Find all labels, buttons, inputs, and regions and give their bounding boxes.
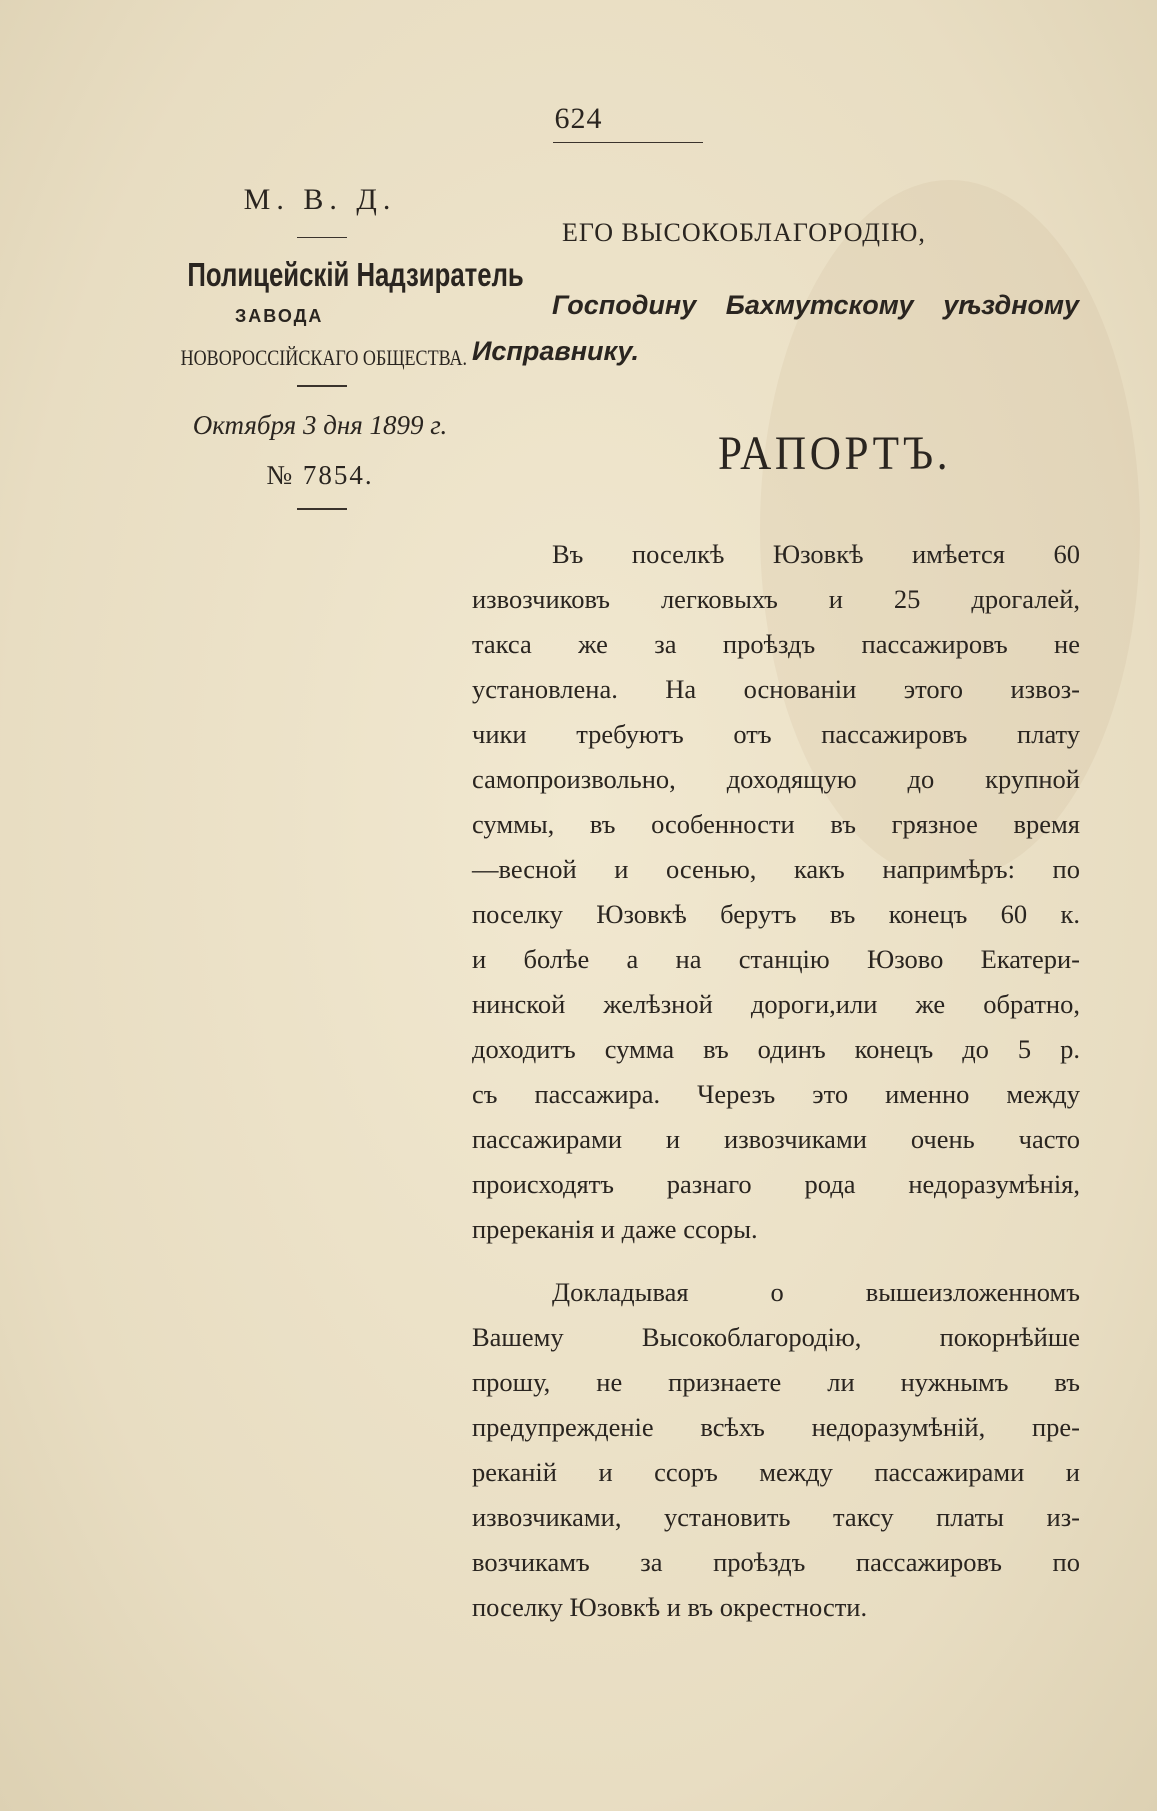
text-line: Докладывая о вышеизложенномъ — [552, 1277, 1080, 1307]
text-line: Въ поселкѣ Юзовкѣ имѣется 60 — [552, 539, 1080, 569]
number-rule — [297, 508, 347, 510]
addressee-salutation: ЕГО ВЫСОКОБЛАГОРОДІЮ, — [562, 218, 926, 247]
text-line: возчикамъ за проѣздъ пассажировъ по — [472, 1547, 1080, 1577]
society-rule — [297, 385, 347, 387]
ministry-rule — [297, 237, 347, 238]
factory-label: ЗАВОДА — [235, 306, 324, 326]
text-line: пассажирами и извозчиками очень часто — [472, 1124, 1080, 1154]
text-line: самопроизвольно, доходящую до крупной — [472, 764, 1080, 794]
text-line: съ пассажира. Черезъ это именно между — [472, 1079, 1080, 1109]
report-date: Октября 3 дня 1899 г. — [192, 410, 448, 440]
document-title: РАПОРТЪ. — [718, 427, 952, 480]
text-line: извозчиками, установить таксу платы из- — [472, 1502, 1080, 1532]
police-inspector-title: Полицейскій Надзиратель — [187, 256, 524, 293]
paragraph-gap — [472, 1252, 1080, 1270]
society-name: НОВОРОССІЙСКАГО ОБЩЕСТВА. — [180, 345, 468, 370]
report-body — [472, 532, 1080, 1630]
text-line: и болѣе а на станцію Юзово Екатери- — [472, 944, 1080, 974]
report-number: № 7854. — [266, 460, 374, 490]
ministry-abbreviation: М. В. Д. — [243, 183, 397, 216]
text-line: пререканія и даже ссоры. — [472, 1214, 758, 1244]
text-line: доходитъ сумма въ одинъ конецъ до 5 р. — [472, 1034, 1080, 1064]
text-line: предупрежденіе всѣхъ недоразумѣній, пре- — [472, 1412, 1080, 1442]
text-line: поселку Юзовкѣ и въ окрестности. — [472, 1592, 868, 1622]
text-line: реканій и ссоръ между пассажирами и — [472, 1457, 1080, 1487]
text-line: Вашему Высокоблагородію, покорнѣйше — [472, 1322, 1080, 1352]
text-line: поселку Юзовкѣ берутъ въ конецъ 60 к. — [472, 899, 1080, 929]
paragraph-1 — [472, 532, 1080, 1252]
text-line: прошу, не признаете ли нужнымъ въ — [472, 1367, 1080, 1397]
recipient-line-1: Господину Бахмутскому уѣздному — [552, 290, 1079, 320]
page-number: 624 — [554, 102, 603, 135]
text-line: чики требуютъ отъ пассажировъ плату — [472, 719, 1080, 749]
text-line: происходятъ разнаго рода недоразумѣнія, — [472, 1169, 1080, 1199]
text-line: суммы, въ особенности въ грязное время — [472, 809, 1080, 839]
page-number-rule — [553, 142, 703, 143]
paragraph-2 — [472, 1270, 1080, 1630]
text-line: такса же за проѣздъ пассажировъ не — [472, 629, 1080, 659]
text-line: установлена. На основаніи этого извоз- — [472, 674, 1080, 704]
text-line: нинской желѣзной дороги,или же обратно, — [472, 989, 1080, 1019]
text-line: извозчиковъ легковыхъ и 25 дрогалей, — [472, 584, 1080, 614]
recipient-line-2: Исправнику. — [472, 336, 640, 366]
text-line: —весной и осенью, какъ напримѣръ: по — [472, 854, 1080, 884]
